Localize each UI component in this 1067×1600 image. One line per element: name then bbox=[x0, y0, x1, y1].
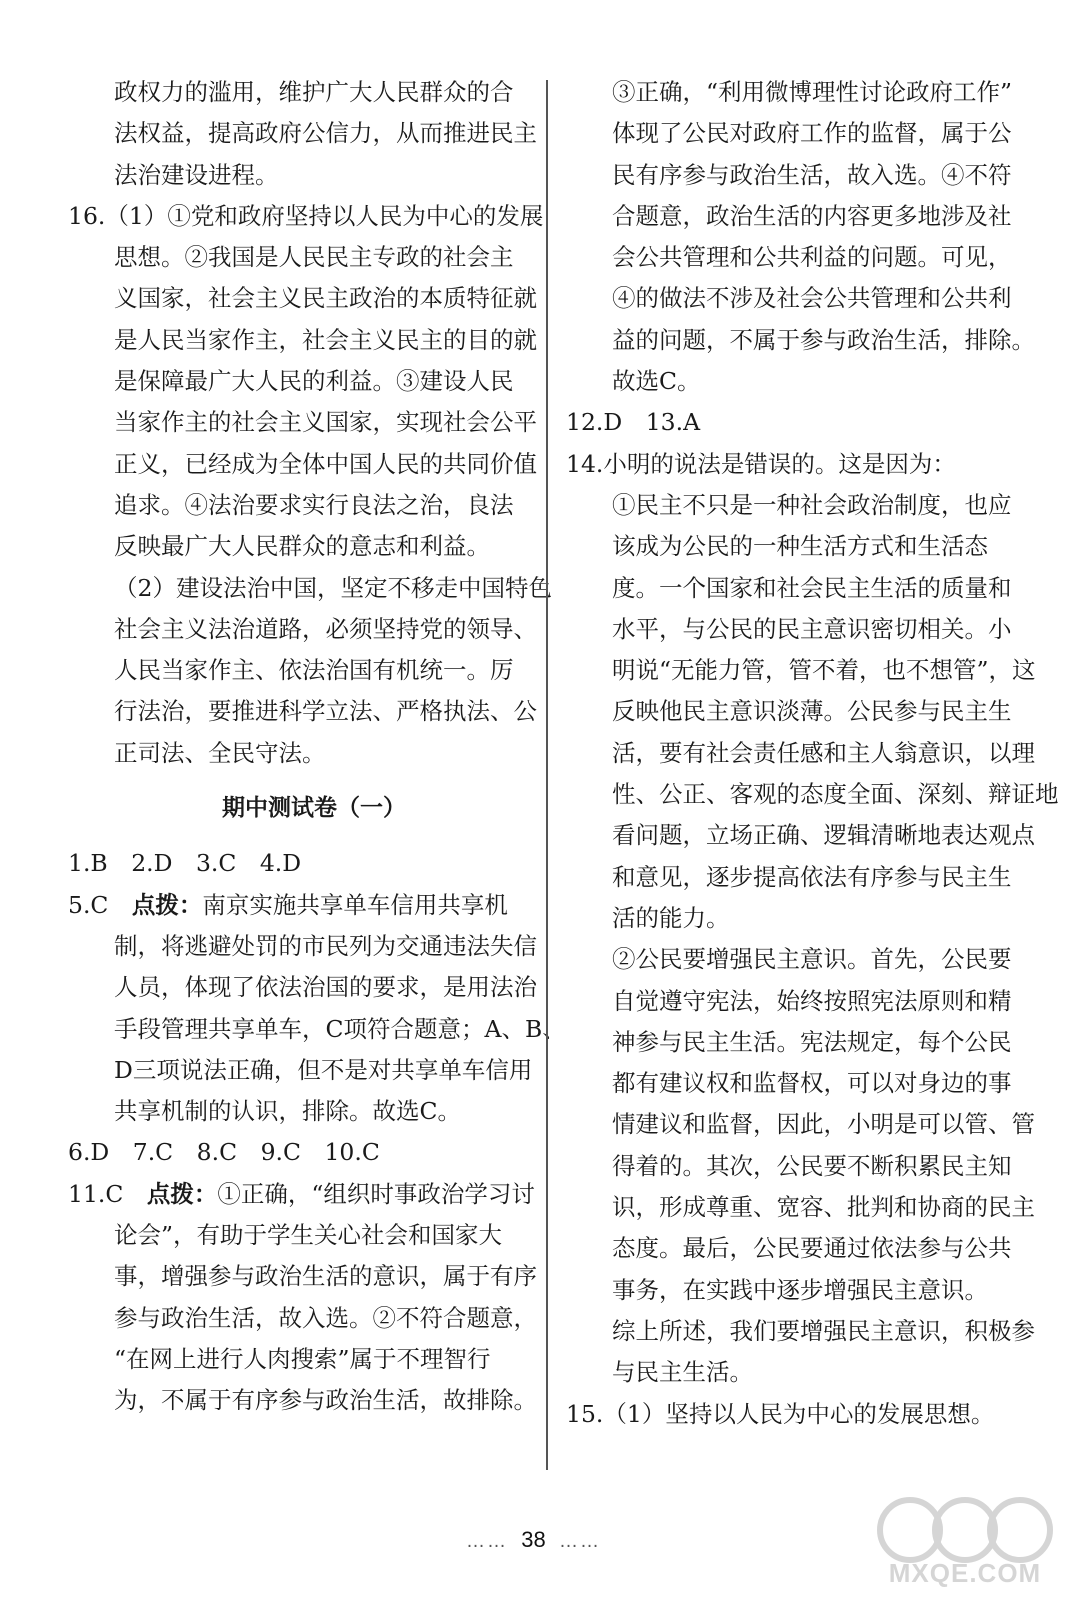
text-line: 当家作主的社会主义国家，实现社会公平 bbox=[114, 408, 537, 437]
question-5 bbox=[68, 885, 538, 926]
text-line: 反映他民主意识淡薄。公民参与民主生 bbox=[612, 697, 1012, 726]
text-line: ②公民要增强民主意识。首先，公民要 bbox=[612, 945, 1012, 974]
text-line: ①民主不只是一种社会政治制度，也应 bbox=[612, 490, 1012, 519]
section-heading: 期中测试卷（一） bbox=[222, 795, 406, 822]
text-line: 人员，体现了依法治国的要求，是用法治 bbox=[114, 973, 537, 1002]
text-line: 会公共管理和公共利益的问题。可见， bbox=[612, 243, 1012, 272]
text-line: 事，增强参与政治生活的意识，属于有序 bbox=[114, 1262, 537, 1291]
text-line: 制，将逃避处罚的市民列为交通违法失信 bbox=[114, 931, 537, 960]
text-line: 得着的。其次，公民要不断积累民主知 bbox=[612, 1151, 1012, 1180]
text-line: 度。一个国家和社会民主生活的质量和 bbox=[612, 573, 1012, 602]
text-line: 与民主生活。 bbox=[612, 1358, 753, 1387]
text-line: 都有建议权和监督权，可以对身边的事 bbox=[612, 1069, 1012, 1098]
answers-1-4: 1.B 2.D 3.C 4.D bbox=[68, 849, 302, 878]
text-line: 政权力的滥用，维护广大人民群众的合 bbox=[114, 78, 514, 106]
text-line: 故选C。 bbox=[612, 367, 701, 396]
text-line: 活，要有社会责任感和主人翁意识，以理 bbox=[612, 738, 1035, 767]
text-line: 行法治，要推进科学立法、严格执法、公 bbox=[114, 697, 537, 726]
text-line: 是保障最广大人民的利益。③建设人民 bbox=[114, 367, 514, 396]
hint-label: 点拨： bbox=[146, 1179, 218, 1208]
text-line: 和意见，逐步提高依法有序参与民主生 bbox=[612, 862, 1012, 891]
question-11 bbox=[68, 1174, 538, 1215]
text-line: 是人民当家作主，社会主义民主的目的就 bbox=[114, 325, 537, 354]
hint-label: 点拨： bbox=[131, 890, 203, 919]
text-line: 自觉遵守宪法，始终按照宪法原则和精 bbox=[612, 986, 1012, 1015]
question-16: 16.（1）①党和政府坚持以人民为中心的发展 bbox=[68, 201, 544, 230]
text-line: 义国家，社会主义民主政治的本质特征就 bbox=[114, 284, 537, 313]
question-15: 15.（1）坚持以人民为中心的发展思想。 bbox=[566, 1399, 995, 1428]
text-line: 性、公正、客观的态度全面、深刻、辩证地 bbox=[612, 780, 1059, 809]
text-line: 识，形成尊重、宽容、批判和协商的民主 bbox=[612, 1193, 1035, 1222]
text-line: 合题意，政治生活的内容更多地涉及社 bbox=[612, 201, 1012, 230]
answers-6-10: 6.D 7.C 8.C 9.C 10.C bbox=[68, 1138, 380, 1167]
hint-text: ①正确，“组织时事政治学习讨 bbox=[217, 1179, 535, 1208]
page-number: 38 bbox=[521, 1527, 546, 1552]
text-line: 参与政治生活，故入选。②不符合题意， bbox=[114, 1303, 537, 1332]
text-line: 法权益，提高政府公信力，从而推进民主 bbox=[114, 119, 537, 148]
text-line: 民有序参与政治生活，故入选。④不符 bbox=[612, 160, 1012, 189]
text-line: 社会主义法治道路，必须坚持党的领导、 bbox=[114, 614, 537, 643]
text-line: 反映最广大人民群众的意志和利益。 bbox=[114, 532, 490, 561]
text-line: “在网上进行人肉搜索”属于不理智行 bbox=[114, 1344, 491, 1373]
text-line: 该成为公民的一种生活方式和生活态 bbox=[612, 532, 988, 561]
text-line: ③正确，“利用微博理性讨论政府工作” bbox=[612, 78, 1013, 106]
column-divider bbox=[546, 80, 548, 1470]
watermark-text: MXQE.COM bbox=[888, 1558, 1042, 1588]
text-line: 情建议和监督，因此，小明是可以管、管 bbox=[612, 1110, 1035, 1139]
text-line: 事务，在实践中逐步增强民主意识。 bbox=[612, 1275, 988, 1304]
text-line: 人民当家作主、依法治国有机统一。厉 bbox=[114, 656, 514, 685]
text-line: （2）建设法治中国，坚定不移走中国特色 bbox=[114, 573, 552, 602]
right-column bbox=[566, 72, 1059, 1435]
text-line: 正司法、全民守法。 bbox=[114, 738, 326, 767]
footer-dots-left: …… bbox=[465, 1531, 508, 1552]
answers-12-13: 12.D 13.A bbox=[566, 408, 701, 437]
text-line: 法治建设进程。 bbox=[114, 160, 279, 189]
hint-text: 南京实施共享单车信用共享机 bbox=[202, 890, 508, 919]
footer-dots-right: …… bbox=[559, 1531, 602, 1552]
text-line: 追求。④法治要求实行良法之治，良法 bbox=[114, 490, 514, 519]
text-line: 体现了公民对政府工作的监督，属于公 bbox=[612, 119, 1012, 148]
text-line: 看问题，立场正确、逻辑清晰地表达观点 bbox=[612, 821, 1035, 850]
text-line: 正义，已经成为全体中国人民的共同价值 bbox=[114, 449, 537, 478]
question-number: 5.C bbox=[68, 890, 132, 919]
text-line: 共享机制的认识，排除。故选C。 bbox=[114, 1097, 461, 1126]
text-line: ④的做法不涉及社会公共管理和公共利 bbox=[612, 284, 1012, 313]
watermark-logo bbox=[870, 1490, 1060, 1595]
text-line: 益的问题，不属于参与政治生活，排除。 bbox=[612, 325, 1035, 354]
text-line: 活的能力。 bbox=[612, 903, 730, 932]
text-line: D三项说法正确，但不是对共享单车信用 bbox=[114, 1055, 533, 1084]
left-column bbox=[68, 72, 566, 1422]
question-14: 14.小明的说法是错误的。这是因为： bbox=[566, 449, 956, 478]
text-line: 思想。②我国是人民民主专政的社会主 bbox=[114, 243, 514, 272]
question-number: 11.C bbox=[68, 1179, 147, 1208]
text-line: 神参与民主生活。宪法规定，每个公民 bbox=[612, 1027, 1012, 1056]
text-line: 为，不属于有序参与政治生活，故排除。 bbox=[114, 1386, 537, 1415]
text-line: 论会”，有助于学生关心社会和国家大 bbox=[114, 1221, 503, 1250]
text-line: 明说“无能力管，管不着，也不想管”，这 bbox=[612, 656, 1036, 685]
text-line: 水平，与公民的民主意识密切相关。小 bbox=[612, 614, 1012, 643]
text-line: 态度。最后，公民要通过依法参与公共 bbox=[612, 1234, 1012, 1263]
text-line: 综上所述，我们要增强民主意识，积极参 bbox=[612, 1316, 1035, 1345]
text-line: 手段管理共享单车，C项符合题意；A、B、 bbox=[114, 1014, 566, 1043]
